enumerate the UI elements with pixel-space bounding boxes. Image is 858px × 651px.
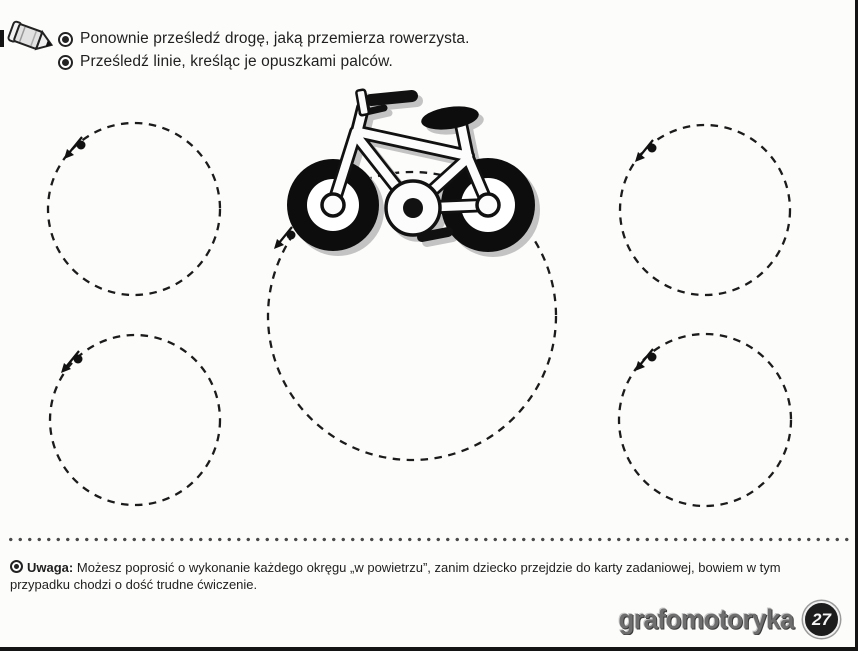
handlebar <box>356 89 412 115</box>
note-label: Uwaga: <box>27 560 74 575</box>
trace-circle-bottom-left[interactable] <box>50 335 220 505</box>
front-axle <box>322 194 344 216</box>
scan-edge-bottom <box>0 647 858 651</box>
brand-row <box>618 601 840 638</box>
dotted-divider <box>6 537 852 542</box>
trace-circle-top-right[interactable] <box>620 125 790 295</box>
bullet-icon <box>10 560 23 573</box>
trace-circle-bottom-right[interactable] <box>619 334 791 506</box>
bicycle-illustration <box>278 86 548 266</box>
brand-logo: grafomotoryka <box>618 603 794 635</box>
page-number-badge: 27 <box>803 601 840 638</box>
instruction-text: Ponownie prześledź drogę, jaką przemierza rowerzysta. <box>80 30 470 47</box>
bike-seat <box>420 103 480 133</box>
rear-axle <box>477 194 499 216</box>
trace-circle-top-left[interactable] <box>48 123 220 295</box>
instruction-text: Prześledź linie, kreśląc je opuszkami palców. <box>80 53 393 70</box>
scan-artifact-mark <box>0 30 4 47</box>
trace-start-arrow <box>635 140 657 162</box>
trace-start-arrow <box>635 349 657 371</box>
note-text: Możesz poprosić o wykonanie każdego okręgu „w powietrzu”, zanim dziecko przejdzie do karty zadaniowej, bowiem w tym przypadku chodzi o dość trudne ćwiczenie. <box>10 560 781 592</box>
note <box>10 560 806 593</box>
